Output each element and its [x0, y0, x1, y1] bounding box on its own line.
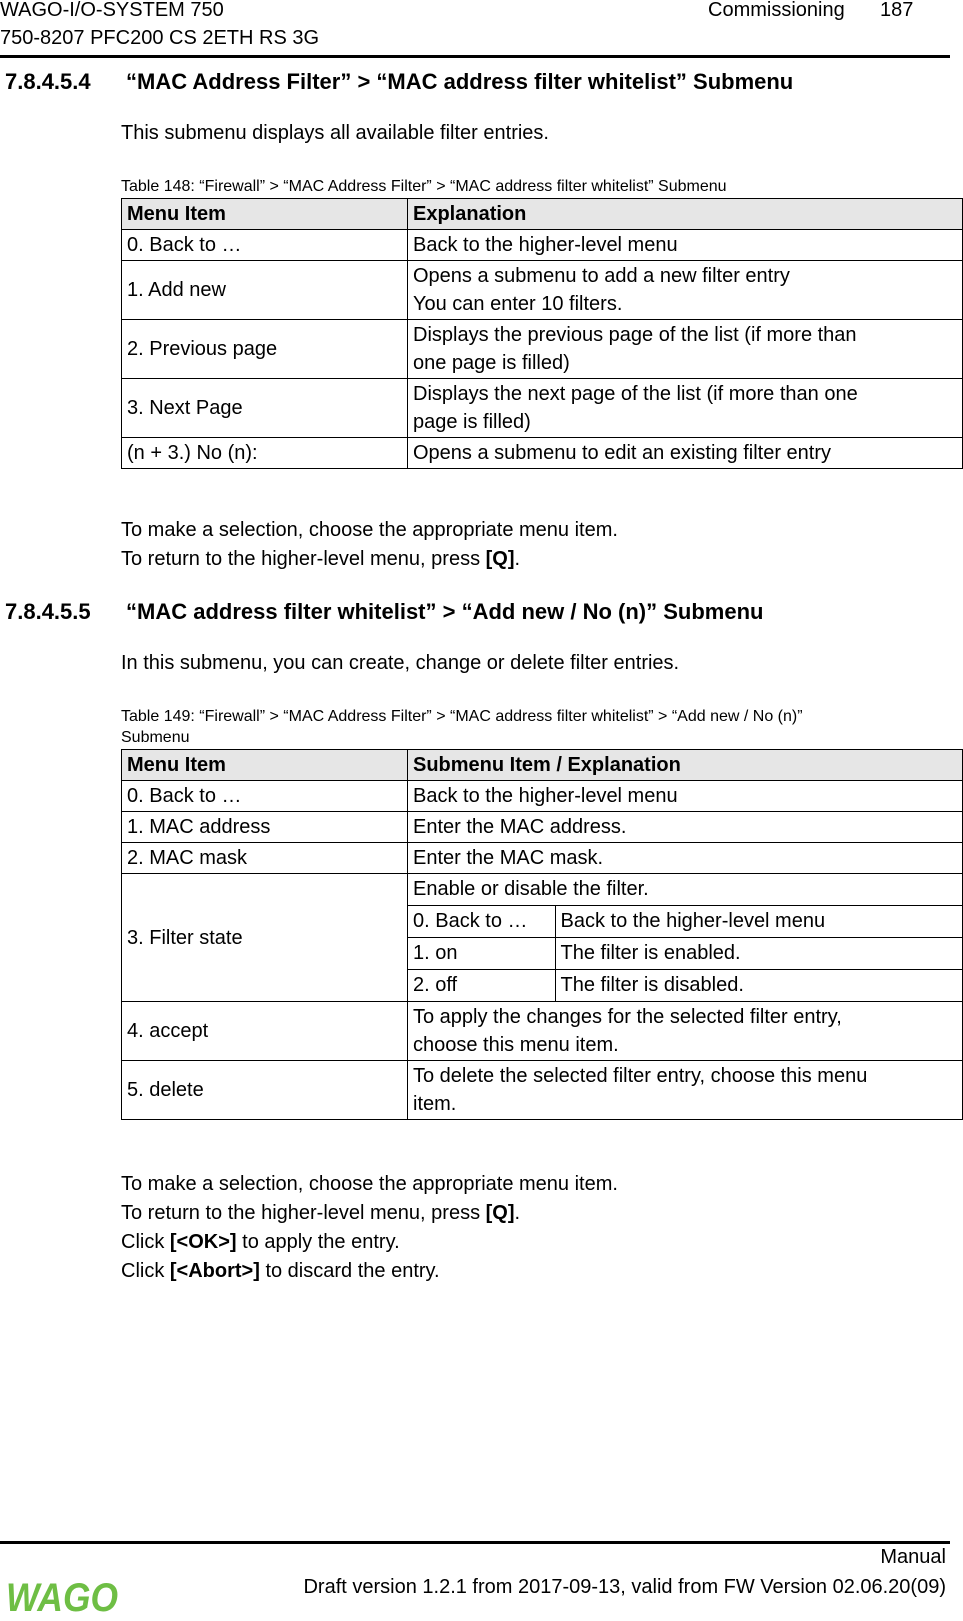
explanation-line: You can enter 10 filters. [413, 293, 623, 315]
subtable-row [408, 938, 962, 970]
column-header: Explanation [408, 199, 963, 230]
explanation-cell [408, 1061, 963, 1120]
explanation-cell: Enable or disable the filter. [408, 874, 962, 906]
explanation-line: one page is filled) [413, 352, 570, 374]
header-chapter: Commissioning [708, 0, 845, 21]
explanation-cell: Back to the higher-level menu [408, 781, 963, 812]
section-intro: In this submenu, you can create, change or delete filter entries. [121, 652, 680, 674]
subtable-row [408, 970, 962, 1002]
key-label: [<Abort>] [169, 1260, 260, 1282]
explanation-line: To delete the selected filter entry, choose this menu [413, 1065, 868, 1087]
instruction-text: to discard the entry. [259, 1260, 440, 1282]
abort-instruction [121, 1257, 440, 1286]
column-header: Menu Item [122, 750, 408, 781]
table-row [122, 438, 963, 469]
instruction-text: Click [121, 1260, 170, 1282]
header-model: 750-8207 PFC200 CS 2ETH RS 3G [0, 27, 320, 49]
menu-item-cell: 3. Next Page [122, 379, 408, 438]
explanation-cell: Opens a submenu to edit an existing filter entry [408, 438, 963, 469]
table-row [122, 812, 963, 843]
ok-instruction [121, 1228, 400, 1257]
menu-table-149 [121, 749, 963, 1120]
table-caption [121, 706, 941, 748]
caption-line: Table 149: “Firewall” > “MAC Address Filter” > “MAC address filter whitelist” > “Add new / No (n)” [121, 708, 803, 725]
table-caption: Table 148: “Firewall” > “MAC Address Filter” > “MAC address filter whitelist” Submenu [121, 178, 727, 195]
submenu-item-cell: 0. Back to … [408, 906, 555, 938]
column-header: Submenu Item / Explanation [408, 750, 963, 781]
header-page-number: 187 [880, 0, 914, 21]
table-row [122, 261, 963, 320]
section-number: 7.8.4.5.4 [5, 69, 91, 94]
section-title: “MAC address filter whitelist” > “Add new / No (n)” Submenu [126, 599, 764, 624]
table-header-row [122, 199, 963, 230]
explanation-cell: The filter is enabled. [555, 938, 962, 970]
table-row [122, 1002, 963, 1061]
filter-state-subtable [408, 874, 962, 1001]
menu-item-cell: 5. delete [122, 1061, 408, 1120]
key-label: [Q] [485, 548, 515, 570]
key-label: [<OK>] [169, 1231, 237, 1253]
filter-state-subtable-cell [408, 874, 963, 1002]
explanation-cell [408, 379, 963, 438]
selection-instruction: To make a selection, choose the appropriate menu item. [121, 1173, 618, 1195]
table-row [122, 230, 963, 261]
instruction-text: To return to the higher-level menu, press [121, 1202, 486, 1224]
menu-item-cell: 0. Back to … [122, 230, 408, 261]
footer-manual-label: Manual [880, 1546, 946, 1568]
explanation-line: item. [413, 1093, 457, 1115]
instruction-text: Click [121, 1231, 170, 1253]
section-number: 7.8.4.5.5 [5, 599, 91, 624]
return-instruction [121, 1199, 520, 1228]
instruction-text: . [514, 1202, 521, 1224]
explanation-cell: Enter the MAC mask. [408, 843, 963, 874]
wago-logo-icon [6, 1578, 122, 1616]
menu-item-cell: 1. MAC address [122, 812, 408, 843]
section-title: “MAC Address Filter” > “MAC address filter whitelist” Submenu [126, 69, 794, 94]
explanation-line: Displays the previous page of the list (if more than [413, 324, 857, 346]
section-heading-7-8-4-5-5 [5, 598, 763, 626]
header-product-line: WAGO-I/O-SYSTEM 750 [0, 0, 224, 21]
explanation-cell: The filter is disabled. [560, 974, 744, 996]
section-intro: This submenu displays all available filter entries. [121, 122, 549, 144]
table-row [122, 781, 963, 812]
explanation-line: choose this menu item. [413, 1034, 619, 1056]
explanation-cell: Enter the MAC address. [408, 812, 963, 843]
table-row [122, 1061, 963, 1120]
submenu-item-cell: 2. off [408, 970, 555, 1002]
explanation-line: Displays the next page of the list (if more than one [413, 383, 858, 405]
menu-item-cell: 3. Filter state [122, 874, 408, 1002]
submenu-item-cell: 1. on [408, 938, 555, 970]
selection-instruction: To make a selection, choose the appropriate menu item. [121, 519, 618, 541]
header-rule [0, 55, 950, 58]
menu-item-cell: 4. accept [122, 1002, 408, 1061]
wago-logo-text: WAGO [6, 1578, 118, 1616]
table-header-row [122, 750, 963, 781]
explanation-cell [408, 261, 963, 320]
subtable-row [408, 906, 962, 938]
table-row [122, 379, 963, 438]
section-heading-7-8-4-5-4 [5, 68, 793, 96]
menu-item-cell: 1. Add new [122, 261, 408, 320]
explanation-line: page is filled) [413, 411, 531, 433]
table-row [122, 843, 963, 874]
menu-item-cell: 2. Previous page [122, 320, 408, 379]
key-label: [Q] [485, 1202, 515, 1224]
instruction-text: to apply the entry. [236, 1231, 400, 1253]
menu-table-148 [121, 198, 963, 469]
caption-line: Submenu [121, 729, 190, 746]
table-row [122, 874, 963, 1002]
table-row [122, 320, 963, 379]
explanation-cell [408, 1002, 963, 1061]
wago-logo [6, 1578, 122, 1621]
explanation-line: Opens a submenu to add a new filter entry [413, 265, 790, 287]
subtable-row [408, 874, 962, 906]
footer-draft-version: Draft version 1.2.1 from 2017-09-13, valid from FW Version 02.06.20(09) [303, 1576, 946, 1598]
instruction-text: To return to the higher-level menu, press [121, 548, 486, 570]
explanation-line: To apply the changes for the selected filter entry, [413, 1006, 842, 1028]
explanation-cell [408, 320, 963, 379]
instruction-text: . [514, 548, 521, 570]
explanation-cell: Back to the higher-level menu [555, 906, 962, 938]
menu-item-cell: 2. MAC mask [122, 843, 408, 874]
column-header: Menu Item [122, 199, 408, 230]
footer-rule [0, 1541, 950, 1544]
explanation-cell: Back to the higher-level menu [408, 230, 963, 261]
return-instruction [121, 545, 520, 574]
menu-item-cell: (n + 3.) No (n): [122, 438, 408, 469]
menu-item-cell: 0. Back to … [122, 781, 408, 812]
